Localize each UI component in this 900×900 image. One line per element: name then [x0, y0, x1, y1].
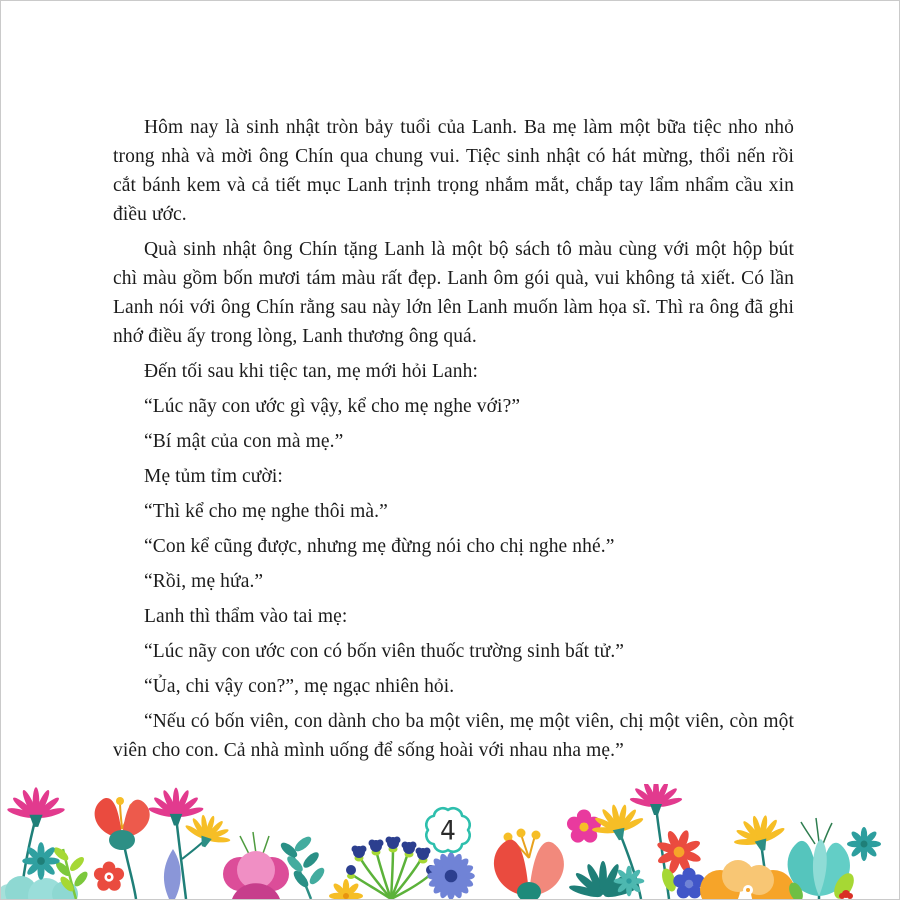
story-paragraph: Hôm nay là sinh nhật tròn bảy tuổi của Lanh. Ba mẹ làm một bữa tiệc nho nhỏ trong nhà và mời ông Chín qua chung vui. Tiệc sinh nhật có hát mừng, thổi nến rồi cắt bánh kem và cả tiết mục Lanh trịnh trọng nhắm mắt, chắp tay lẩm nhẩm cầu xin điều ước. [113, 117, 794, 225]
dialog-line: “Rồi, mẹ hứa.” [144, 571, 264, 592]
yellow-peek-flower [329, 879, 363, 899]
small-teal-daisy-flower [614, 866, 645, 897]
page-number-badge [418, 800, 478, 860]
dialog-line: “Lúc nãy con ước con có bốn viên thuốc trường sinh bất tử.” [144, 641, 625, 662]
red-poppy-flower [494, 829, 564, 900]
dialog-line: “Ủa, chi vậy con?”, mẹ ngạc nhiên hỏi. [144, 676, 455, 697]
pink-rose-flower [223, 832, 289, 899]
story-paragraph: Quà sinh nhật ông Chín tặng Lanh là một bộ sách tô màu cùng với một hộp bút chì màu gồm bốn mươi tám màu rất đẹp. Lanh ôm gói quà, vui không tả xiết. Có lần Lanh nói với ông Chín rằng sau này lớn lên Lanh muốn làm họa sĩ. Thì ra ông đã ghi nhớ điều ấy trong lòng, Lanh thương ông quá. [113, 239, 794, 347]
teal-daisy-flower [22, 842, 59, 879]
aster-flower [629, 784, 683, 815]
dialog-line: “Thì kể cho mẹ nghe thôi mà.” [144, 501, 388, 522]
dialog-line: “Lúc nãy con ước gì vậy, kể cho mẹ nghe với?” [144, 396, 521, 417]
magenta-five-petal-flower [567, 809, 601, 842]
orange-pansy-flower [700, 860, 795, 899]
aster-flower [6, 787, 65, 827]
teal-daisy-flower [847, 827, 881, 861]
dialog-line: Mẹ tủm tỉm cười: [144, 466, 283, 487]
red-tulip-flower [95, 797, 150, 850]
teal-tulip-flower [786, 818, 858, 899]
page-number: 4 [440, 814, 456, 846]
dialog-line: Đến tối sau khi tiệc tan, mẹ mới hỏi Lanh: [144, 361, 479, 382]
periwinkle-leaf [164, 849, 181, 899]
dialog-line: Lanh thì thẩm vào tai mẹ: [144, 606, 348, 627]
blue-five-petal-flower [673, 868, 704, 899]
red-five-petal-flower [94, 861, 124, 890]
story-text [113, 113, 794, 771]
story-paragraph: “Nếu có bốn viên, con dành cho ba một viên, mẹ một viên, chị một viên, còn một viên cho con. Cả nhà mình uống để sống hoài với nhau nha mẹ.” [113, 711, 794, 761]
yellow-fan-flower [728, 809, 789, 858]
dialog-line: “Con kể cũng được, nhưng mẹ đừng nói cho chị nghe nhé.” [144, 536, 615, 557]
dialog-line: “Bí mật của con mà mẹ.” [144, 431, 344, 452]
